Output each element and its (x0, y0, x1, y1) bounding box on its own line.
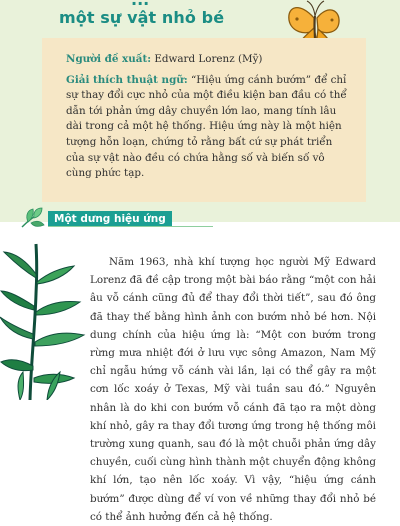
explanation-label: Giải thích thuật ngữ: (66, 73, 188, 86)
section-underline (48, 226, 213, 227)
body-paragraph: Năm 1963, nhà khí tượng học người Mỹ Edward Lorenz đã đề cập trong một bài báo rằng “một con hải âu vỗ cánh cũng đủ để thay đổi thời tiết”, sau đó ông đã thay thế bằng hình ảnh con bướm nhỏ bé hơn. Nội dung chính của hiệu ứng là: “Một con bướm trong rừng mưa nhiệt đới ở lưu vực sông Amazon, Nam Mỹ chỉ ngẫu hứng vỗ cánh vài lần, lại có thể gây ra một cơn lốc xoáy ở Texas, Mỹ vài tuần sau đó.” Nguyên nhân là do khi con bướm vỗ cánh đã tạo ra một dòng khí nhỏ, gây ra thay đổi tương ứng trong hệ thống môi trường xung quanh, sau đó là một chuỗi phản ứng dây chuyền, cuối cùng hình thành một chuyển động không khí lớn, tạo nên lốc xoáy. Vì vậy, “hiệu ứng cánh bướm” được dùng để ví von về những thay đổi nhỏ bé có thể ảnh hưởng đến cả hệ thống. (90, 256, 376, 523)
section-heading (18, 203, 228, 227)
page-title-line: một sự vật nhỏ bé (59, 8, 225, 27)
proposer-line (66, 52, 347, 68)
explanation-line (66, 73, 347, 182)
section-title: Một dưng hiệu ứng (48, 211, 172, 227)
proposer-value: Edward Lorenz (Mỹ) (154, 53, 263, 65)
definition-box (42, 38, 366, 202)
definition-content (66, 52, 347, 182)
jungle-plant-illustration (0, 236, 88, 400)
proposer-label: Người đề xuất: (66, 53, 152, 65)
explanation-value: “Hiệu ứng cánh bướm” để chỉ sự thay đổi cực nhỏ của một điều kiện ban đầu có thể dẫn tới phản ứng dây chuyền lớn lao, mang tính lâu dài trong cả một hệ thống. Hiệu ứng này là một hiện tượng hỗn loạn, chứng tỏ rằng bất cứ sự phát triển của sự vật nào đều có chứa hằng số và biến số vô cùng phức tạp. (66, 73, 347, 180)
leaf-sprig-icon (18, 203, 52, 233)
